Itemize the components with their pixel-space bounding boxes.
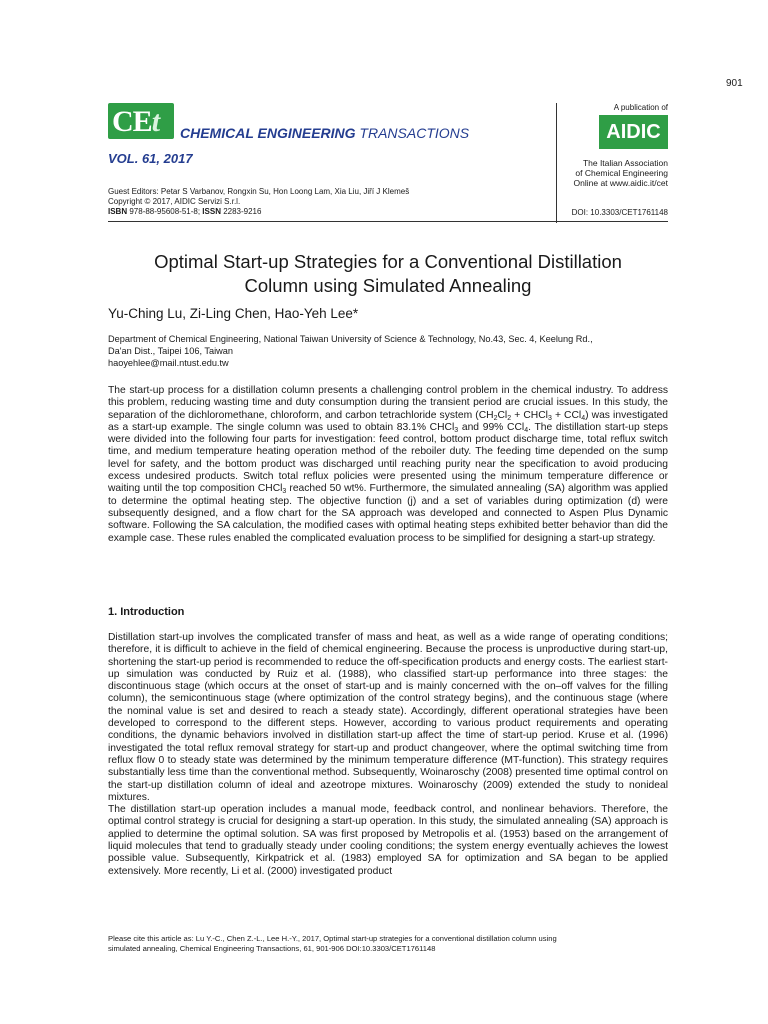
journal-name-bold: CHEMICAL ENGINEERING [180,125,356,141]
page-number: 901 [726,78,743,89]
journal-name-rest: TRANSACTIONS [355,125,470,141]
abstract-part: + CHCl [511,409,548,421]
contact-email[interactable]: haoyehlee@mail.ntust.edu.tw [108,358,229,368]
abstract-part: The start-up process for a distillation column presents a challenging control problem in the chemical industry. To address this problem, reducing wasting time and duty consumption during the transient period are crucial issues. In this study, the separation of the dichloromethane, chloroform, and carbon tetrachloride system (CH [108,385,668,421]
cet-logo-text: CE [112,105,152,138]
issn-label: ISSN [202,207,221,216]
subscript: 2 [493,414,498,422]
volume-label: VOL. 61, 2017 [108,151,193,166]
subscript: 4 [524,426,529,434]
affiliation-line-1: Department of Chemical Engineering, National Taiwan University of Science & Technology, No.43, Sec. 4, Keelung Rd., [108,334,593,344]
subscript: 4 [581,414,586,422]
isbn-label: ISBN [108,207,128,216]
subscript: 3 [547,414,552,422]
section-heading-introduction: 1. Introduction [108,606,185,618]
title-line-2: Column using Simulated Annealing [244,275,532,296]
association-info [560,158,668,188]
doi[interactable]: DOI: 10.3303/CET1761148 [571,208,668,217]
abstract-part: + CCl [551,409,582,421]
citation-line-1: Please cite this article as: Lu Y.-C., Chen Z.-L., Lee H.-Y., 2017, Optimal start-up strategies for a conventional distillation column using [108,934,557,943]
header-divider-horizontal [108,221,668,222]
abstract-part: Cl [497,409,508,421]
abstract [108,385,668,545]
subscript: 2 [507,414,512,422]
intro-paragraph-2: The distillation start-up operation includes a manual mode, feedback control, and nonlinear behaviors. Therefore, the optimal control strategy is crucial for designing a start-up operation. In this study, the simulated annealing (SA) approach is applied to determine the optimal solution. SA was first proposed by Metropolis et al. (1953) based on the arrangement of liquid molecules that tend to gradually steady under cooling conditions; the system energy eventually achieves the lowest possible value. Subsequently, Kirkpatrick et al. (1983) employed SA for optimization and SA began to be applied extensively. More recently, Li et al. (2000) investigated product [108,804,668,877]
citation-footer [108,934,668,954]
paper-title [108,250,668,298]
subscript: 3 [454,426,459,434]
copyright: Copyright © 2017, AIDIC Servizi S.r.l. [108,197,241,206]
association-line-1: The Italian Association [582,158,668,168]
authors: Yu-Ching Lu, Zi-Ling Chen, Hao-Yeh Lee* [108,306,359,321]
header-divider-vertical [556,103,557,223]
publication-of-label: A publication of [613,103,668,112]
abstract-part: and 99% CCl [458,421,525,433]
aidic-logo [599,115,668,149]
association-website[interactable]: Online at www.aidic.it/cet [573,178,668,188]
isbn-issn [108,207,409,217]
isbn-value: 978-88-95608-51-8; [127,207,203,216]
introduction-body [108,632,668,878]
affiliation-line-2: Da'an Dist., Taipei 106, Taiwan [108,346,234,356]
abstract-part: reached 50 wt%. Furthermore, the simulated annealing (SA) algorithm was applied to determine the optimal heating step. The objective function (j) and a set of variables during optimization (d) were subsequently designed, and a flow chart for the SA approach was developed and connected to Aspen Plus Dynamic software. Following the SA calculation, the modified cases with optimal heating steps exhibited better behavior than did the example case. These rules enabled the complicated evaluation process to be simplified for designing a start-up strategy. [108,483,668,544]
association-line-2: of Chemical Engineering [575,168,668,178]
issn-value: 2283-9216 [220,207,262,216]
cet-logo-italic: t [151,105,160,138]
abstract-part: . The distillation start-up steps were divided into the following four parts for investigation: feed control, bottom product discharge time, total reflux switch time, and medium temperature heating operation method of the reboiler duty. The feeding time depended on the sump level for safety, and the bottom product was discharged until reaching purity near the specification to avoid producing excess undesired products. Switch total reflux policies were presented using the minimum temperature difference or waiting until the top composition CHCl [108,421,668,495]
aidic-logo-text: AIDIC [606,121,661,143]
cet-logo [108,103,174,139]
intro-paragraph-1: Distillation start-up involves the complicated transfer of mass and heat, as well as a wide range of operating conditions; therefore, it is difficult to achieve in the field of chemical engineering. Because the process is unproductive during start-up, shortening the start-up period is recommended to reduce the off-specification products and energy costs. The earliest start-up simulation was conducted by Ruiz et al. (1988), who classified start-up performance into three stages: the discontinuous stage (which occurs at the onset of start-up and is mainly concerned with the on–off valves for the filling column), the semicontinuous stage (where optimization of the control strategy begins), and the continuous stage (where the nominal value is set and desired to reach a steady state). Accordingly, different operational strategies have been developed to correspond to the different steps. However, according to various product requirements and operating conditions, the dynamic behaviors involved in distillation start-up affect the time of start-up period. Kruse et al. (1996) investigated the total reflux removal strategy for start-up and product changeover, where the optimal switching time from reflux flow 0 to steady state was determined by the minimum temperature difference (MT-function). This strategy requires substantially less time than the conventional method. Subsequently, Woinaroschy (2008) presented time optimal control on the start-up distillation column of ideal and azeotrope mixtures. Woinaroschy (2009) extended the study to nonideal mixtures. [108,632,668,803]
guest-editors: Guest Editors: Petar S Varbanov, Rongxin Su, Hon Loong Lam, Xia Liu, Jiří J Klemeš [108,187,410,196]
affiliation [108,333,593,369]
citation-line-2: simulated annealing, Chemical Engineering Transactions, 61, 901-906 DOI:10.3303/CET1761148 [108,944,436,953]
abstract-part: ) was investigated as a start-up example. The single column was used to obtain 83.1% CHCl [108,409,669,433]
editors-block [108,187,409,217]
subscript: 3 [282,488,287,496]
title-line-1: Optimal Start-up Strategies for a Conventional Distillation [154,251,622,272]
journal-name [180,125,469,141]
